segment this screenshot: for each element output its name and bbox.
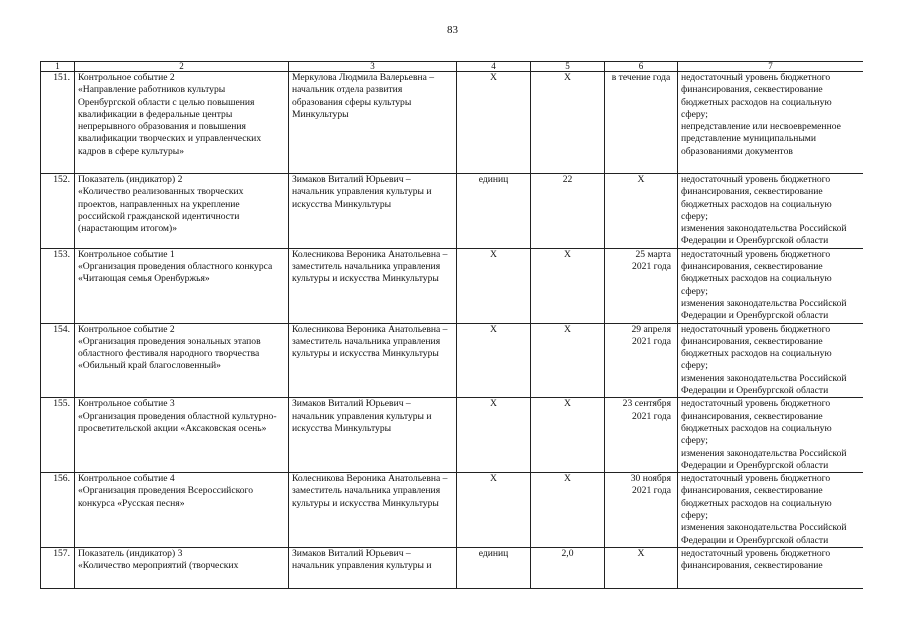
risks-cell: недостаточный уровень бюджетного финансирования, секвестирование бюджетных расходов на социальную сферу; изменения законодательства Российской Федерации и Оренбургской области <box>678 248 864 323</box>
value-cell: X <box>531 323 605 398</box>
column-header: 3 <box>289 62 457 72</box>
value-cell: X <box>531 398 605 473</box>
row-number: 152. <box>41 174 75 249</box>
unit-cell: X <box>457 248 531 323</box>
table-row <box>41 174 864 249</box>
column-header: 5 <box>531 62 605 72</box>
table-row <box>41 547 864 588</box>
risks-cell: недостаточный уровень бюджетного финансирования, секвестирование бюджетных расходов на социальную сферу; изменения законодательства Российской Федерации и Оренбургской области <box>678 473 864 548</box>
row-number: 153. <box>41 248 75 323</box>
unit-cell: единиц <box>457 174 531 249</box>
unit-cell: X <box>457 72 531 174</box>
responsible-person: Зимаков Виталий Юрьевич – начальник управления культуры и искусства Минкультуры <box>289 174 457 249</box>
table-row <box>41 72 864 174</box>
date-cell: X <box>605 547 678 588</box>
column-header: 7 <box>678 62 864 72</box>
row-number: 157. <box>41 547 75 588</box>
date-cell: 30 ноября 2021 года <box>605 473 678 548</box>
value-cell: X <box>531 72 605 174</box>
row-number: 155. <box>41 398 75 473</box>
responsible-person: Колесникова Вероника Анатольевна – заместитель начальника управления культуры и искусства Минкультуры <box>289 473 457 548</box>
column-header-row <box>41 62 864 72</box>
risks-cell: недостаточный уровень бюджетного финансирования, секвестирование <box>678 547 864 588</box>
unit-cell: X <box>457 323 531 398</box>
table-row <box>41 398 864 473</box>
column-header: 6 <box>605 62 678 72</box>
date-cell: 23 сентября 2021 года <box>605 398 678 473</box>
column-header: 2 <box>75 62 289 72</box>
unit-cell: единиц <box>457 547 531 588</box>
events-table <box>40 61 863 589</box>
row-number: 156. <box>41 473 75 548</box>
event-description: Контрольное событие 2 «Направление работников культуры Оренбургской области с целью повышения квалификации в федеральные центры непрерывного образования и повышения квалификации творческих и управленческих кадров в сфере культуры» <box>75 72 289 174</box>
risks-cell: недостаточный уровень бюджетного финансирования, секвестирование бюджетных расходов на социальную сферу; изменения законодательства Российской Федерации и Оренбургской области <box>678 174 864 249</box>
responsible-person: Зимаков Виталий Юрьевич – начальник управления культуры и <box>289 547 457 588</box>
column-header: 4 <box>457 62 531 72</box>
value-cell: X <box>531 248 605 323</box>
date-cell: в течение года <box>605 72 678 174</box>
table-row <box>41 323 864 398</box>
table-row <box>41 473 864 548</box>
event-description: Контрольное событие 3 «Организация проведения областной культурно-просветительской акции «Аксаковская осень» <box>75 398 289 473</box>
responsible-person: Меркулова Людмила Валерьевна – начальник отдела развития образования сферы культуры Минкультуры <box>289 72 457 174</box>
event-description: Показатель (индикатор) 3 «Количество мероприятий (творческих <box>75 547 289 588</box>
value-cell: 22 <box>531 174 605 249</box>
table-row <box>41 248 864 323</box>
responsible-person: Зимаков Виталий Юрьевич – начальник управления культуры и искусства Минкультуры <box>289 398 457 473</box>
responsible-person: Колесникова Вероника Анатольевна – заместитель начальника управления культуры и искусства Минкультуры <box>289 248 457 323</box>
event-description: Показатель (индикатор) 2 «Количество реализованных творческих проектов, направленных на укрепление российской гражданской идентичности (нарастающим итогом)» <box>75 174 289 249</box>
page-number: 83 <box>447 24 458 36</box>
row-number: 154. <box>41 323 75 398</box>
event-description: Контрольное событие 1 «Организация проведения областного конкурса «Читающая семья Оренбуржья» <box>75 248 289 323</box>
event-description: Контрольное событие 2 «Организация проведения зональных этапов областного фестиваля народного творчества «Обильный край благословенный» <box>75 323 289 398</box>
date-cell: X <box>605 174 678 249</box>
event-description: Контрольное событие 4 «Организация проведения Всероссийского конкурса «Русская песня» <box>75 473 289 548</box>
risks-cell: недостаточный уровень бюджетного финансирования, секвестирование бюджетных расходов на социальную сферу; изменения законодательства Российской Федерации и Оренбургской области <box>678 398 864 473</box>
row-number: 151. <box>41 72 75 174</box>
unit-cell: X <box>457 398 531 473</box>
column-header: 1 <box>41 62 75 72</box>
value-cell: X <box>531 473 605 548</box>
date-cell: 29 апреля 2021 года <box>605 323 678 398</box>
unit-cell: X <box>457 473 531 548</box>
date-cell: 25 марта 2021 года <box>605 248 678 323</box>
document-sheet <box>40 61 863 640</box>
responsible-person: Колесникова Вероника Анатольевна – заместитель начальника управления культуры и искусства Минкультуры <box>289 323 457 398</box>
risks-cell: недостаточный уровень бюджетного финансирования, секвестирование бюджетных расходов на социальную сферу; изменения законодательства Российской Федерации и Оренбургской области <box>678 323 864 398</box>
risks-cell: недостаточный уровень бюджетного финансирования, секвестирование бюджетных расходов на социальную сферу; непредставление или несвоевременное представление муниципальными образованиями документов <box>678 72 864 174</box>
value-cell: 2,0 <box>531 547 605 588</box>
